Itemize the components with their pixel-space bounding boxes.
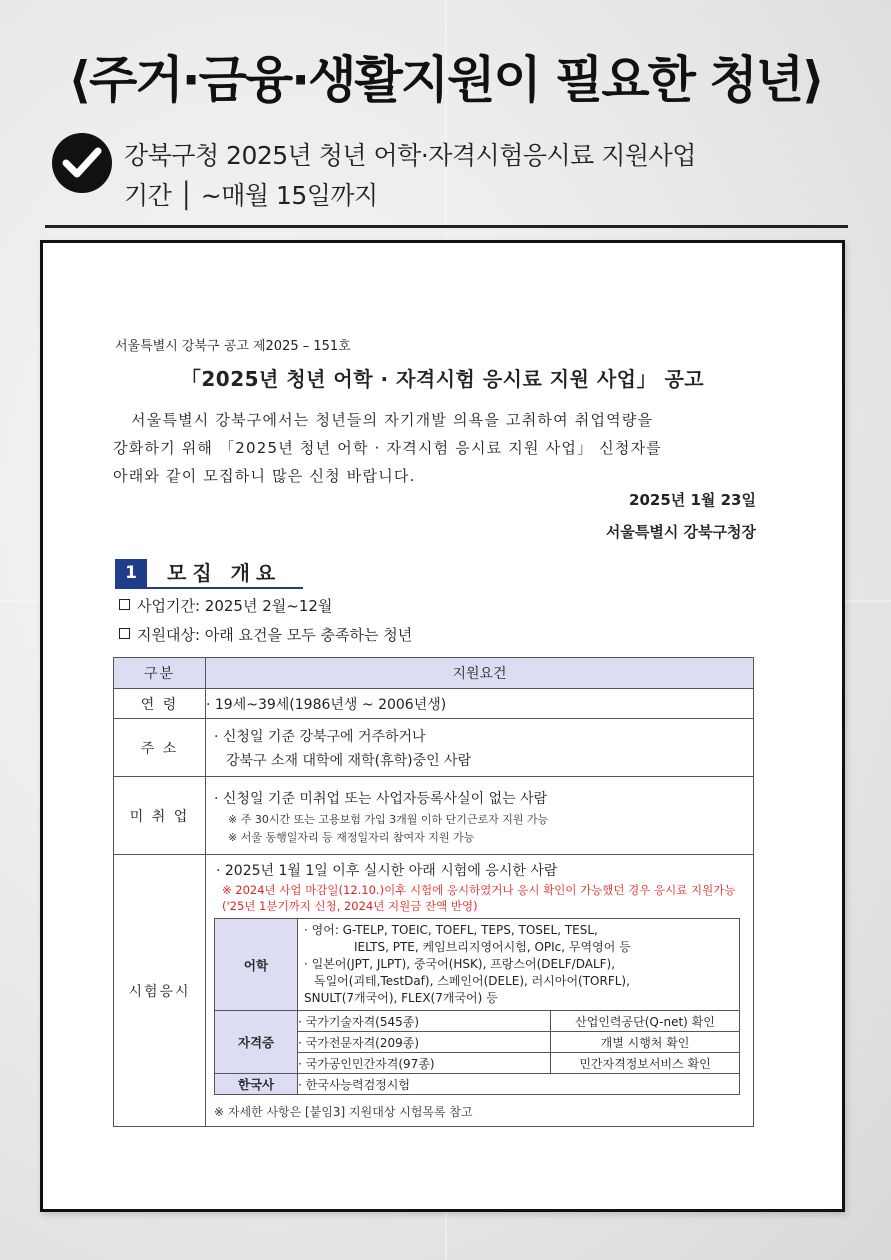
unemployed-note: ※ 서울 동행일자리 등 재정일자리 참여자 지원 가능 (228, 830, 475, 844)
exam-footnote: ※ 자세한 사항은 [붙임3] 지원대상 시험목록 참고 (214, 1105, 473, 1119)
cert-name: · 국가전문자격(209종) (298, 1032, 551, 1053)
table-row-exam (114, 855, 754, 1127)
section-number: 1 (115, 559, 147, 587)
unemployed-note: ※ 주 30시간 또는 고용보험 가입 3개월 이하 단기근로자 지원 가능 (228, 812, 549, 826)
signer: 서울특별시 강북구청장 (605, 523, 756, 541)
table-row-address (114, 719, 754, 777)
checkmark-icon (52, 133, 112, 193)
row-label: 주 소 (114, 719, 206, 777)
section-title: 모집 개요 (167, 561, 282, 585)
language-line: · 일본어(JPT, JLPT), 중국어(HSK), 프랑스어(DELF/DALF), (304, 957, 616, 971)
header-category: 구분 (114, 658, 206, 689)
checkbox-square-icon (119, 628, 130, 639)
inner-label: 한국사 (215, 1074, 298, 1095)
history-row (215, 1074, 740, 1095)
unemployed-line: · 신청일 기준 미취업 또는 사업자등록사실이 없는 사람 (214, 790, 548, 807)
divider (45, 225, 848, 228)
body-line: 서울특별시 강북구에서는 청년들의 자기개발 의욕을 고취하여 취업역량을 (131, 411, 654, 429)
notice-document (40, 240, 845, 1212)
inner-label: 어학 (215, 919, 298, 1011)
bullet-business-period (119, 595, 332, 616)
row-label: 시험응시 (114, 855, 206, 1127)
language-line: · 영어: G-TELP, TOEIC, TOEFL, TEPS, TOSEL, TESL, (304, 923, 598, 937)
language-row (215, 919, 740, 1011)
application-period: 기간 │ ~매월 15일까지 (124, 181, 378, 210)
language-line: IELTS, PTE, 케임브리지영어시험, OPIc, 무역영어 등 (354, 940, 631, 954)
notice-date: 2025년 1월 23일 (629, 491, 756, 509)
age-requirement: · 19세~39세(1986년생 ~ 2006년생) (206, 689, 754, 719)
language-list (298, 919, 740, 1011)
row-label: 미 취 업 (114, 777, 206, 855)
body-line: 아래와 같이 모집하니 많은 신청 바랍니다. (113, 467, 416, 485)
bullet-text: 지원대상: 아래 요건을 모두 충족하는 청년 (137, 626, 413, 644)
language-line: 독일어(괴테,TestDaf), 스페인어(DELE), 러시아어(TORFL), (314, 974, 630, 988)
cert-name: · 국가공인민간자격(97종) (298, 1053, 551, 1074)
address-line: 강북구 소재 대학에 재학(휴학)중인 사람 (226, 752, 472, 769)
notice-number: 서울특별시 강북구 공고 제2025 – 151호 (115, 339, 351, 354)
cert-row (215, 1011, 740, 1032)
requirements-table (113, 657, 754, 1127)
header-requirements: 지원요건 (206, 658, 754, 689)
inner-label: 자격증 (215, 1011, 298, 1074)
bullet-target (119, 624, 412, 645)
exam-red-note: ※ 2024년 사업 마감일(12.10.)이후 시험에 응시하였거나 응시 확인이 가능했던 경우 응시료 지원가능('25년 1분기까지 신청, 2024년 지원금 잔액 반영) (222, 883, 736, 913)
table-row-age (114, 689, 754, 719)
exam-list-table (214, 918, 740, 1095)
cert-name: · 국가기술자격(545종) (298, 1011, 551, 1032)
table-row-unemployed (114, 777, 754, 855)
language-line: SNULT(7개국어), FLEX(7개국어) 등 (304, 991, 498, 1005)
bullet-text: 사업기간: 2025년 2월~12월 (137, 597, 333, 615)
unemployed-cell (206, 777, 754, 855)
checkbox-square-icon (119, 599, 130, 610)
section-underline (115, 587, 303, 589)
cert-check: 민간자격정보서비스 확인 (551, 1053, 740, 1074)
row-label: 연 령 (114, 689, 206, 719)
headline: ⟨주거·금융·생활지원이 필요한 청년⟩ (68, 51, 823, 109)
exam-line: · 2025년 1월 1일 이후 실시한 아래 시험에 응시한 사람 (216, 863, 558, 879)
address-cell (206, 719, 754, 777)
cert-check: 산업인력공단(Q-net) 확인 (551, 1011, 740, 1032)
document-title: 「2025년 청년 어학 · 자격시험 응시료 지원 사업」 공고 (180, 367, 705, 391)
exam-cell (206, 855, 754, 1127)
history-exam: · 한국사능력검정시험 (298, 1074, 740, 1095)
cert-check: 개별 시행처 확인 (551, 1032, 740, 1053)
table-header-row (114, 658, 754, 689)
body-line: 강화하기 위해 「2025년 청년 어학 · 자격시험 응시료 지원 사업」 신청자를 (113, 439, 662, 457)
address-line: · 신청일 기준 강북구에 거주하거나 (214, 728, 426, 745)
program-name: 강북구청 2025년 청년 어학·자격시험응시료 지원사업 (124, 141, 696, 170)
